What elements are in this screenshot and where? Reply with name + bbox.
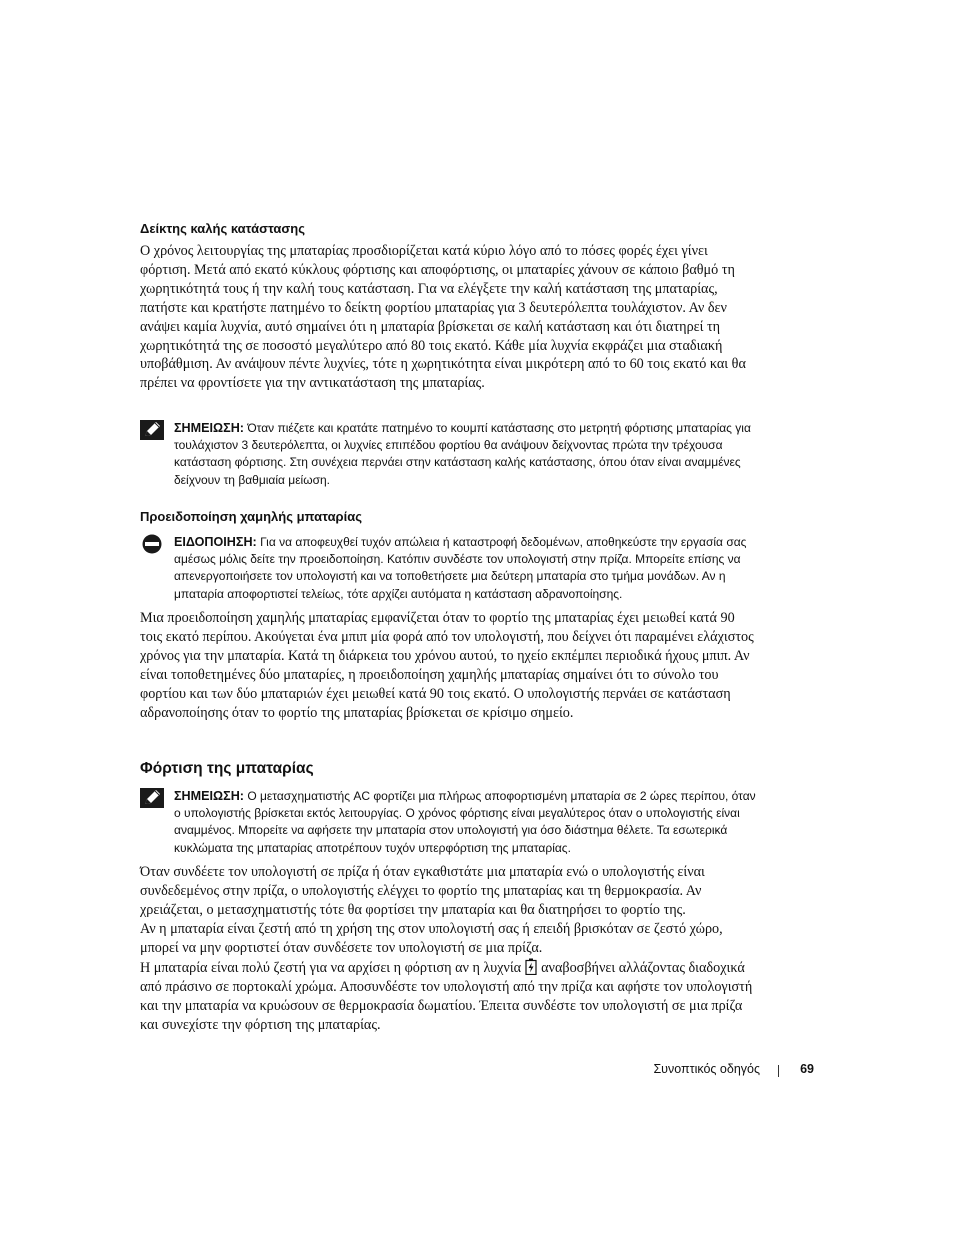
note-charging <box>140 788 760 857</box>
note-good-health <box>140 420 760 489</box>
paragraph-good-health: Ο χρόνος λειτουργίας της μπαταρίας προσδιορίζεται κατά κύριο λόγο από το πόσες φορές έχει γίνει φόρτιση. Μετά από εκατό κύκλους φόρτισης και αποφόρτισης, οι μπαταρίες χάνουν σε κάποιο βαθμό τη χωρητικότητά τους ή την καλή τους κατάσταση. Για να ελέγξετε την καλή κατάσταση της μπαταρίας, πατήστε και κρατήστε πατημένο το δείκτη φορτίου μπαταρίας για 3 δευτερόλεπτα τουλάχιστον. Αν δεν ανάψει καμία λυχνία, αυτό σημαίνει ότι η μπαταρία βρίσκεται σε καλή κατάσταση και ότι διατηρεί τη χωρητικότητά της σε ποσοστό μεγαλύτερο από 80 τοις εκατό. Κάθε μία λυχνία εκφράζει μια σταδιακή υποβάθμιση. Αν ανάψουν πέντε λυχνίες, τότε η χωρητικότητα είναι μικρότερη από το 60 τοις εκατό και θα πρέπει να φροντίσετε για την αντικατάσταση της μπαταρίας. <box>140 243 746 392</box>
paragraph-charging-2: Αν η μπαταρία είναι ζεστή από τη χρήση της στον υπολογιστή σας ή επειδή βρισκόταν σε ζεστό χώρο, μπορεί να μην φορτιστεί όταν συνδέσετε τον υπολογιστή σε μια πρίζα. <box>140 921 723 956</box>
note-pencil-icon <box>140 420 164 440</box>
footer-separator <box>778 1065 779 1077</box>
note-text: Όταν πιέζετε και κρατάτε πατημένο το κουμπί κατάστασης στο μετρητή φόρτισης μπαταρίας για τουλάχιστον 3 δευτερόλεπτα, οι λυχνίες επιπέδου φορτίου θα ανάψουν δείχνοντας πρώτα την τρέχουσα κατάσταση φόρτισης. Στη συνέχεια περνάει στην κατάσταση καλής κατάστασης, όπου όταν είναι αναμμένες δείχνουν τη βαθμιαία μείωση. <box>174 421 751 487</box>
paragraph-low-battery: Μια προειδοποίηση χαμηλής μπαταρίας εμφανίζεται όταν το φορτίο της μπαταρίας έχει μειωθεί κατά 90 τοις εκατό περίπου. Ακούγεται ένα μπιπ μία φορά από τον υπολογιστή, που δείχνει ότι παραμένει ελάχιστος χρόνος για την μπαταρία. Κατά τη διάρκεια του χρόνου αυτού, το ηχείο εκπέμπει περιοδικά ήχους μπιπ. Αν είναι τοποθετημένες δύο μπαταρίες, η προειδοποίηση χαμηλής μπαταρίας σημαίνει ότι το σύνολο του φορτίου και των δύο μπαταριών έχει μειωθεί κατά 90 τοις εκατό. Ο υπολογιστής περνάει σε κατάσταση αδρανοποίησης όταν το φορτίο της μπαταρίας βρίσκεται σε κρίσιμο σημείο. <box>140 610 754 721</box>
note-label: ΣΗΜΕΙΩΣΗ: <box>174 421 244 435</box>
note-text: Ο μετασχηματιστής AC φορτίζει μια πλήρως αποφορτισμένη μπαταρία σε 2 ώρες περίπου, όταν ο υπολογιστής βρίσκεται εκτός λειτουργίας. Ο χρόνος φόρτισης είναι μεγαλύτερος όταν ο υπολογιστής είναι αναμμένος. Μπορείτε να αφήσετε την μπαταρία στον υπολογιστή για όσο διάστημα θέλετε. Τα εσωτερικά κυκλώματα της μπαταρίας αποτρέπουν τυχόν υπερφόρτιση της μπαταρίας. <box>174 789 756 855</box>
battery-charge-icon <box>525 958 537 975</box>
page-number: 69 <box>800 1062 814 1076</box>
page-footer <box>600 1062 814 1080</box>
footer-title: Συνοπτικός οδηγός <box>653 1062 760 1076</box>
notice-text: Για να αποφευχθεί τυχόν απώλεια ή καταστροφή δεδομένων, αποθηκεύστε την εργασία σας αμέσως μόλις δείτε την προειδοποίηση. Κατόπιν συνδέστε τον υπολογιστή στην πρίζα. Μπορείτε επίσης να απενεργοποιήσετε τον υπολογιστή και να τοποθετήσετε μια δεύτερη μπαταρία στο τμήμα μονάδων. Αν η μπαταρία αποφορτιστεί τελείως, τότε αρχίζει αυτόματα η κατάσταση αδρανοποίησης. <box>174 535 747 601</box>
note-pencil-icon <box>140 788 164 808</box>
paragraph-charging-3 <box>140 958 758 1035</box>
notice-icon <box>140 534 164 554</box>
paragraph-charging-3-part-1: Η μπαταρία είναι πολύ ζεστή για να αρχίσει η φόρτιση αν η λυχνία <box>140 960 522 976</box>
notice-label: ΕΙΔΟΠΟΙΗΣΗ: <box>174 535 257 549</box>
note-label: ΣΗΜΕΙΩΣΗ: <box>174 789 244 803</box>
notice-low-battery <box>140 534 760 603</box>
paragraph-charging-1: Όταν συνδέετε τον υπολογιστή σε πρίζα ή όταν εγκαθιστάτε μια μπαταρία ενώ ο υπολογιστής είναι συνδεδεμένος στην πρίζα, ο υπολογιστής ελέγχει το φορτίο της μπαταρίας και τη θερμοκρασία. Αν χρειάζεται, ο μετασχηματιστής τότε θα φορτίσει την μπαταρία και θα διατηρήσει το φορτίο της. <box>140 864 705 918</box>
heading-good-health: Δείκτης καλής κατάστασης <box>140 221 306 236</box>
paragraph-charging-3-part-2: αναβοσβήνει αλλάζοντας διαδοχικά από πράσινο σε πορτοκαλί χρώμα. Αποσυνδέστε τον υπολογιστή από την πρίζα και αφήστε τον υπολογιστή και την μπαταρία να κρυώσουν σε θερμοκρασία δωματίου. Έπειτα συνδέστε τον υπολογιστή σε μια πρίζα και συνεχίστε την φόρτιση της μπαταρίας. <box>140 960 753 1033</box>
heading-low-battery: Προειδοποίηση χαμηλής μπαταρίας <box>140 509 362 524</box>
heading-charging: Φόρτιση της μπαταρίας <box>140 760 314 777</box>
